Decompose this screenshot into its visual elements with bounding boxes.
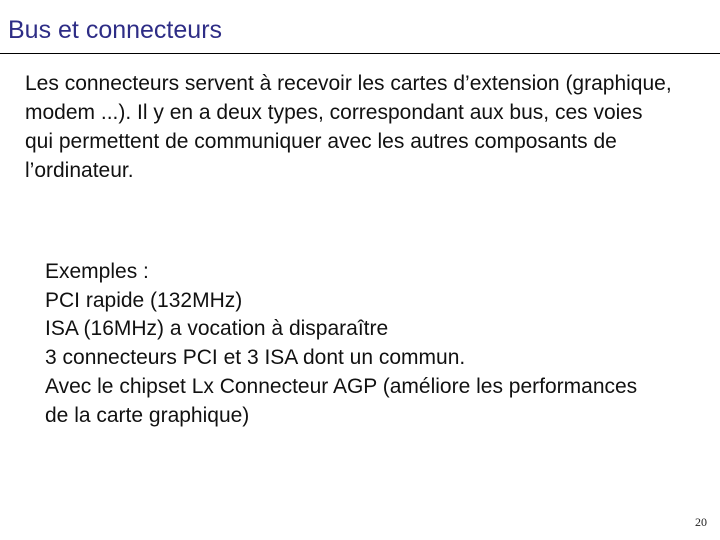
list-item: ISA (16MHz) a vocation à disparaître	[45, 317, 389, 341]
slide-title: Bus et connecteurs	[8, 16, 223, 44]
body-paragraph: Les connecteurs servent à recevoir les cartes d’extension (graphique, modem ...). Il y en a deux types, correspondant aux bus, ces voies qui permettent de communiquer avec les autres composants de l’ordinateur.	[25, 72, 672, 182]
examples-list	[45, 258, 665, 430]
page-number: 20	[695, 515, 707, 529]
examples-heading: Exemples :	[45, 260, 149, 283]
list-item: PCI rapide (132MHz)	[45, 288, 243, 312]
list-item: 3 connecteurs PCI et 3 ISA dont un commun.	[45, 346, 466, 370]
list-item: Avec le chipset Lx Connecteur AGP (améliore les performances de la carte graphique)	[45, 374, 638, 427]
title-divider	[0, 53, 720, 54]
